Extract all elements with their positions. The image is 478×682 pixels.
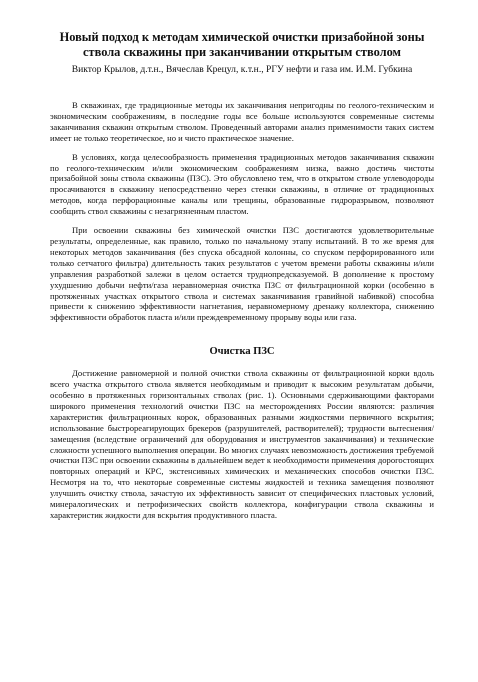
- title-line-1: Новый подход к методам химической очистки призабойной зоны: [59, 30, 425, 44]
- paragraph-development: При освоении скважины без химической очистки ПЗС достигаются удовлетворительные результаты, определенные, как правило, только по начальному этапу испытаний. В то же время для некоторых методов заканчивания (без спуска обсадной колонны, со спуском перфорированного или только сетчатого фильтра) длительность таких результатов с учетом времени работы скважины и/или управления разработкой залежи в целом остается труднопредсказуемой. В дополнение к простому ухудшению добычи нефти/газа неравномерная очистка ПЗС от фильтрационной корки (особенно в протяженных участках открытого ствола и системах заканчивания гравийной набивкой) способна привести к снижению эффективности нагнетания, неравномерному дренажу коллектора, снижению эффективности обработок пласта и/или преждевременному прорыву воды или газа.: [50, 225, 434, 323]
- authors-line: Виктор Крылов, д.т.н., Вячеслав Крецул, к.т.н., РГУ нефти и газа им. И.М. Губкина: [71, 64, 413, 75]
- article-body: [50, 100, 434, 521]
- paragraph-intro: В скважинах, где традиционные методы их заканчивания непригодны по геолого-техническим и экономическим соображениям, в последние годы все больше используются современные системы заканчивания скважин открытым стволом. Проведенный авторами анализ применимости таких систем имеет не только теоретическое, но и чисто практическое значение.: [50, 100, 434, 143]
- section-heading: Очистка ПЗС: [209, 346, 275, 358]
- title-line-2: ствола скважины при заканчивании открытым стволом: [83, 45, 401, 59]
- paragraph-conditions: В условиях, когда целесообразность применения традиционных методов заканчивания скважин по геолого-техническим и/или экономическим соображениям низка, важно достичь чистоты призабойной зоны ствола скважины (ПЗС). Это обусловлено тем, что в открытом стволе углеводороды просачиваются в скважину непосредственно через стенки скважины, в отличие от традиционных методов, когда перфорационные каналы или трещины, образованные гидроразрывом, позволяют сообщить ствол скважины с незагрязненным пластом.: [50, 151, 434, 217]
- section-paragraph: Достижение равномерной и полной очистки ствола скважины от фильтрационной корки вдоль всего участка открытого ствола является необходимым и приводит к высоким результатам добычи, особенно в протяженных горизонтальных стволах (рис. 1). Основными сдерживающими факторами широкого применения технологий очистки ПЗС на месторождениях России являются: различия характеристик фильтрационных корок, образованных разными жидкостями первичного вскрытия; использование быстрореагирующих брекеров (разрушителей, растворителей); трудности вытеснения/замещения (вследствие ограничений для оборудования и инструментов заканчивания) и технические сложности успешного выполнения операции. Во многих случаях невозможность достижения требуемой очистки ПЗС при освоении скважины в дальнейшем ведет к необходимости применения дорогостоящих повторных операций и КРС, экстенсивных химических и механических способов очистки ПЗС. Несмотря на то, что некоторые современные системы жидкостей и техника замещения позволяют улучшить очистку ствола, зачастую их эффективность зависит от специфических пластовых условий, минералогических и петрофизических свойств коллектора, конфигурации ствола скважины и характеристик жидкости для вскрытия продуктивного пласта.: [50, 368, 434, 520]
- document-title: [50, 30, 434, 60]
